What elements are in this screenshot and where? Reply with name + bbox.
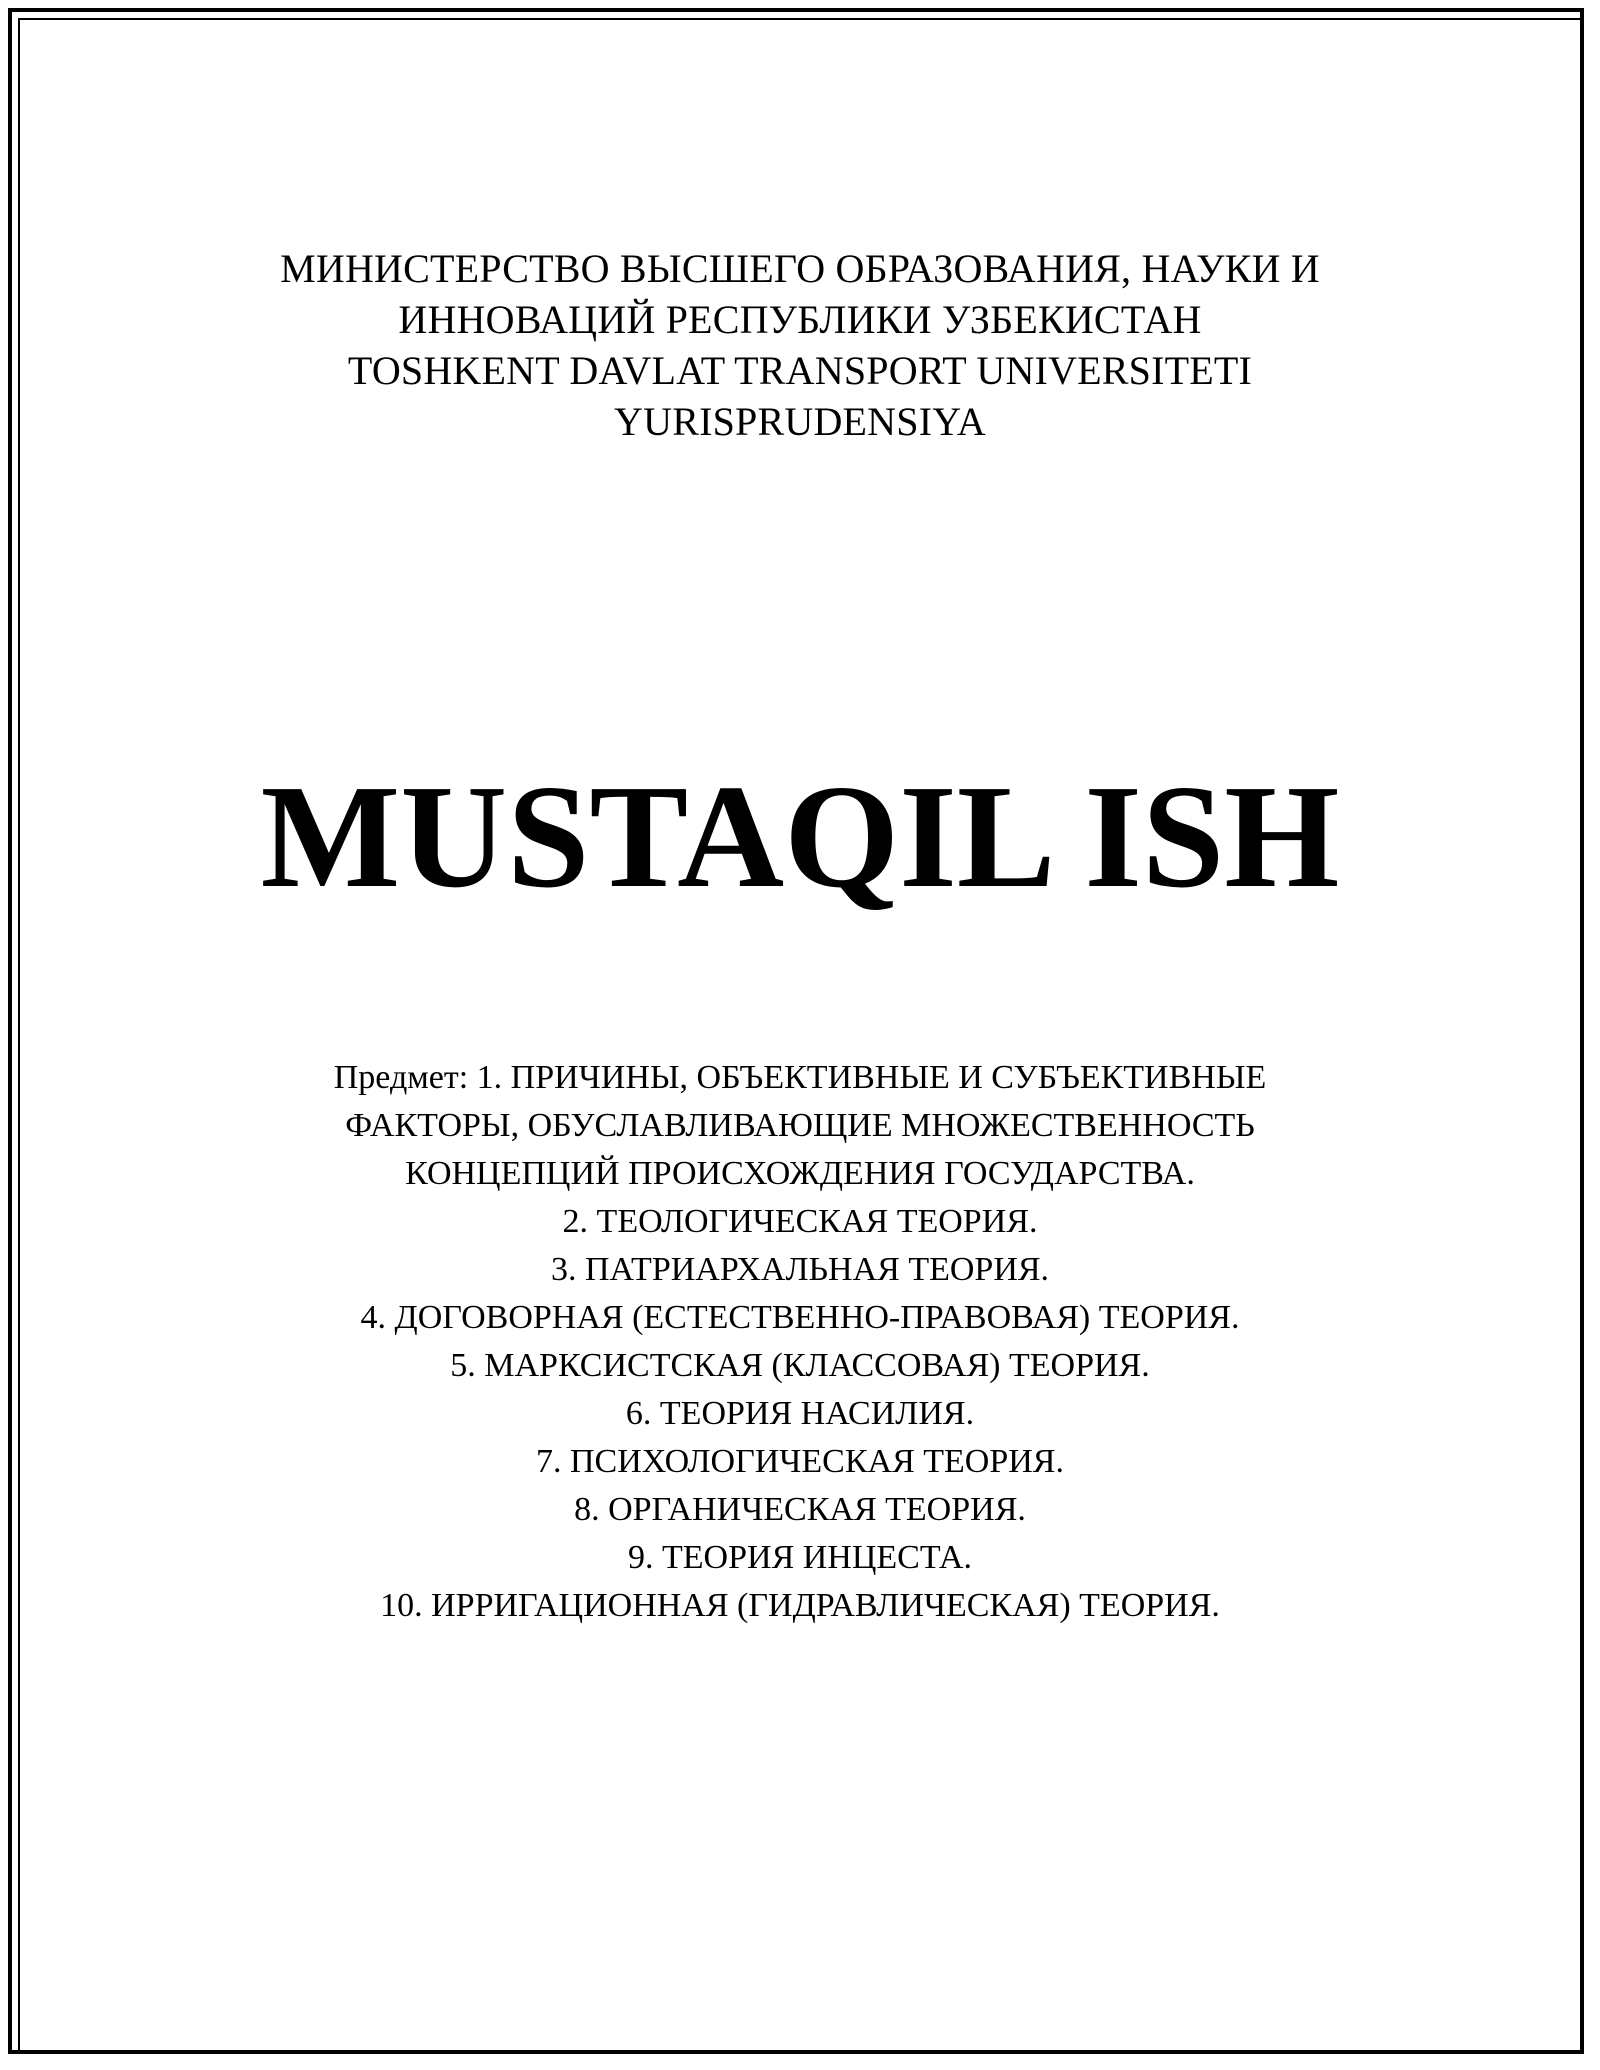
subject-line: 10. ИРРИГАЦИОННАЯ (ГИДРАВЛИЧЕСКАЯ) ТЕОРИЯ. — [380, 1587, 1220, 1624]
subject-line: Предмет: 1. ПРИЧИНЫ, ОБЪЕКТИВНЫЕ И СУБЪЕКТИВНЫЕ — [333, 1059, 1267, 1096]
header-line: МИНИСТЕРСТВО ВЫСШЕГО ОБРАЗОВАНИЯ, НАУКИ И — [280, 246, 1320, 291]
subject-line: 7. ПСИХОЛОГИЧЕСКАЯ ТЕОРИЯ. — [536, 1443, 1064, 1480]
subject-line: 4. ДОГОВОРНАЯ (ЕСТЕСТВЕННО-ПРАВОВАЯ) ТЕОРИЯ. — [360, 1299, 1240, 1336]
header-line: TOSHKENT DAVLAT TRANSPORT UNIVERSITETI — [347, 348, 1253, 393]
subject-block — [0, 1054, 1600, 1630]
subject-line: 2. ТЕОЛОГИЧЕСКАЯ ТЕОРИЯ. — [562, 1203, 1038, 1240]
subject-line: КОНЦЕПЦИЙ ПРОИСХОЖДЕНИЯ ГОСУДАРСТВА. — [405, 1155, 1195, 1192]
subject-line: 3. ПАТРИАРХАЛЬНАЯ ТЕОРИЯ. — [550, 1251, 1050, 1288]
subject-line: 5. МАРКСИСТСКАЯ (КЛАССОВАЯ) ТЕОРИЯ. — [450, 1347, 1150, 1384]
subject-line: 8. ОРГАНИЧЕСКАЯ ТЕОРИЯ. — [574, 1491, 1026, 1528]
subject-line: 6. ТЕОРИЯ НАСИЛИЯ. — [625, 1395, 975, 1432]
header-line: YURISPRUDENSIYA — [614, 399, 986, 444]
institution-header — [0, 243, 1600, 447]
header-line: ИННОВАЦИЙ РЕСПУБЛИКИ УЗБЕКИСТАН — [398, 297, 1202, 342]
subject-line: ФАКТОРЫ, ОБУСЛАВЛИВАЮЩИЕ МНОЖЕСТВЕННОСТЬ — [345, 1107, 1255, 1144]
document-title: MUSTAQIL ISH — [260, 755, 1340, 919]
subject-line: 9. ТЕОРИЯ ИНЦЕСТА. — [628, 1539, 972, 1576]
